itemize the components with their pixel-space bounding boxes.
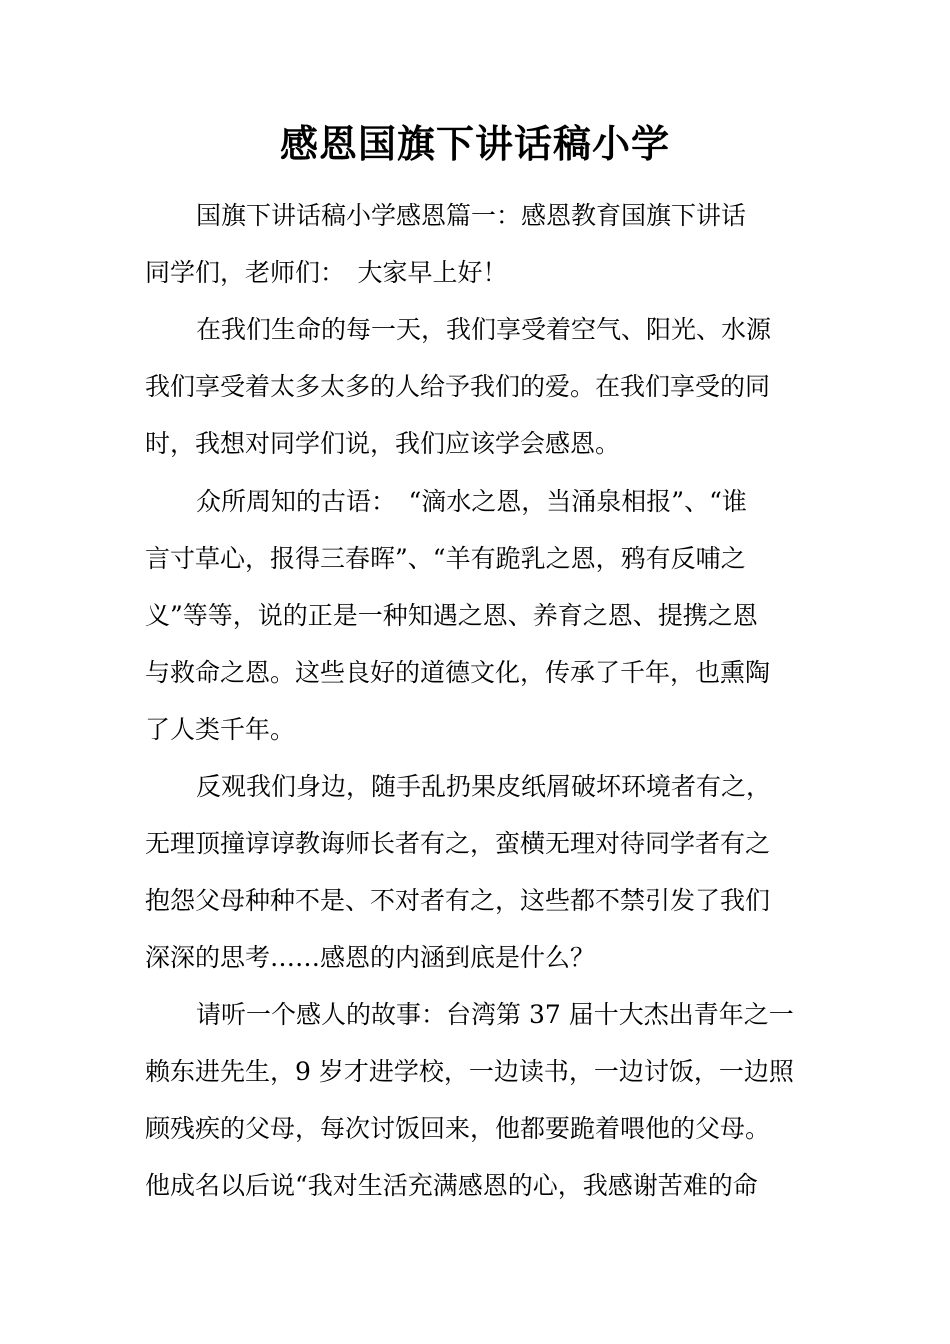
text-line-6: 众所周知的古语： “滴水之恩，当涌泉相报”、“谁 xyxy=(196,487,747,516)
document-title: 感恩国旗下讲话稿小学 xyxy=(279,122,670,166)
text-line-16: 赖东进先生，9 岁才进学校，一边读书，一边讨饭，一边照 xyxy=(145,1057,794,1086)
text-line-3: 在我们生命的每一天，我们享受着空气、阳光、水源 xyxy=(196,315,772,344)
text-line-8: 义”等等，说的正是一种知遇之恩、养育之恩、提携之恩 xyxy=(145,601,758,630)
text-line-15: 请听一个感人的故事：台湾第 37 届十大杰出青年之一 xyxy=(196,1000,794,1029)
text-line-18: 他成名以后说“我对生活充满感恩的心，我感谢苦难的命 xyxy=(145,1171,758,1200)
text-line-11: 反观我们身边，随手乱扔果皮纸屑破坏环境者有之， xyxy=(196,772,772,801)
text-line-13: 抱怨父母种种不是、不对者有之，这些都不禁引发了我们 xyxy=(145,886,771,915)
text-line-5: 时，我想对同学们说，我们应该学会感恩。 xyxy=(145,429,621,458)
text-line-7: 言寸草心，报得三春晖”、“羊有跪乳之恩，鸦有反哺之 xyxy=(145,544,746,573)
text-line-2: 同学们，老师们： 大家早上好！ xyxy=(145,258,508,287)
text-line-4: 我们享受着太多太多的人给予我们的爱。在我们享受的同 xyxy=(145,372,771,401)
text-line-1: 国旗下讲话稿小学感恩篇一：感恩教育国旗下讲话 xyxy=(196,201,747,230)
text-line-17: 顾残疾的父母，每次讨饭回来，他都要跪着喂他的父母。 xyxy=(145,1114,771,1143)
text-line-9: 与救命之恩。这些良好的道德文化，传承了千年，也熏陶 xyxy=(145,658,771,687)
text-line-12: 无理顶撞谆谆教诲师长者有之，蛮横无理对待同学者有之 xyxy=(145,829,771,858)
text-line-14: 深深的思考……感恩的内涵到底是什么？ xyxy=(145,943,596,972)
text-line-10: 了人类千年。 xyxy=(145,715,296,744)
